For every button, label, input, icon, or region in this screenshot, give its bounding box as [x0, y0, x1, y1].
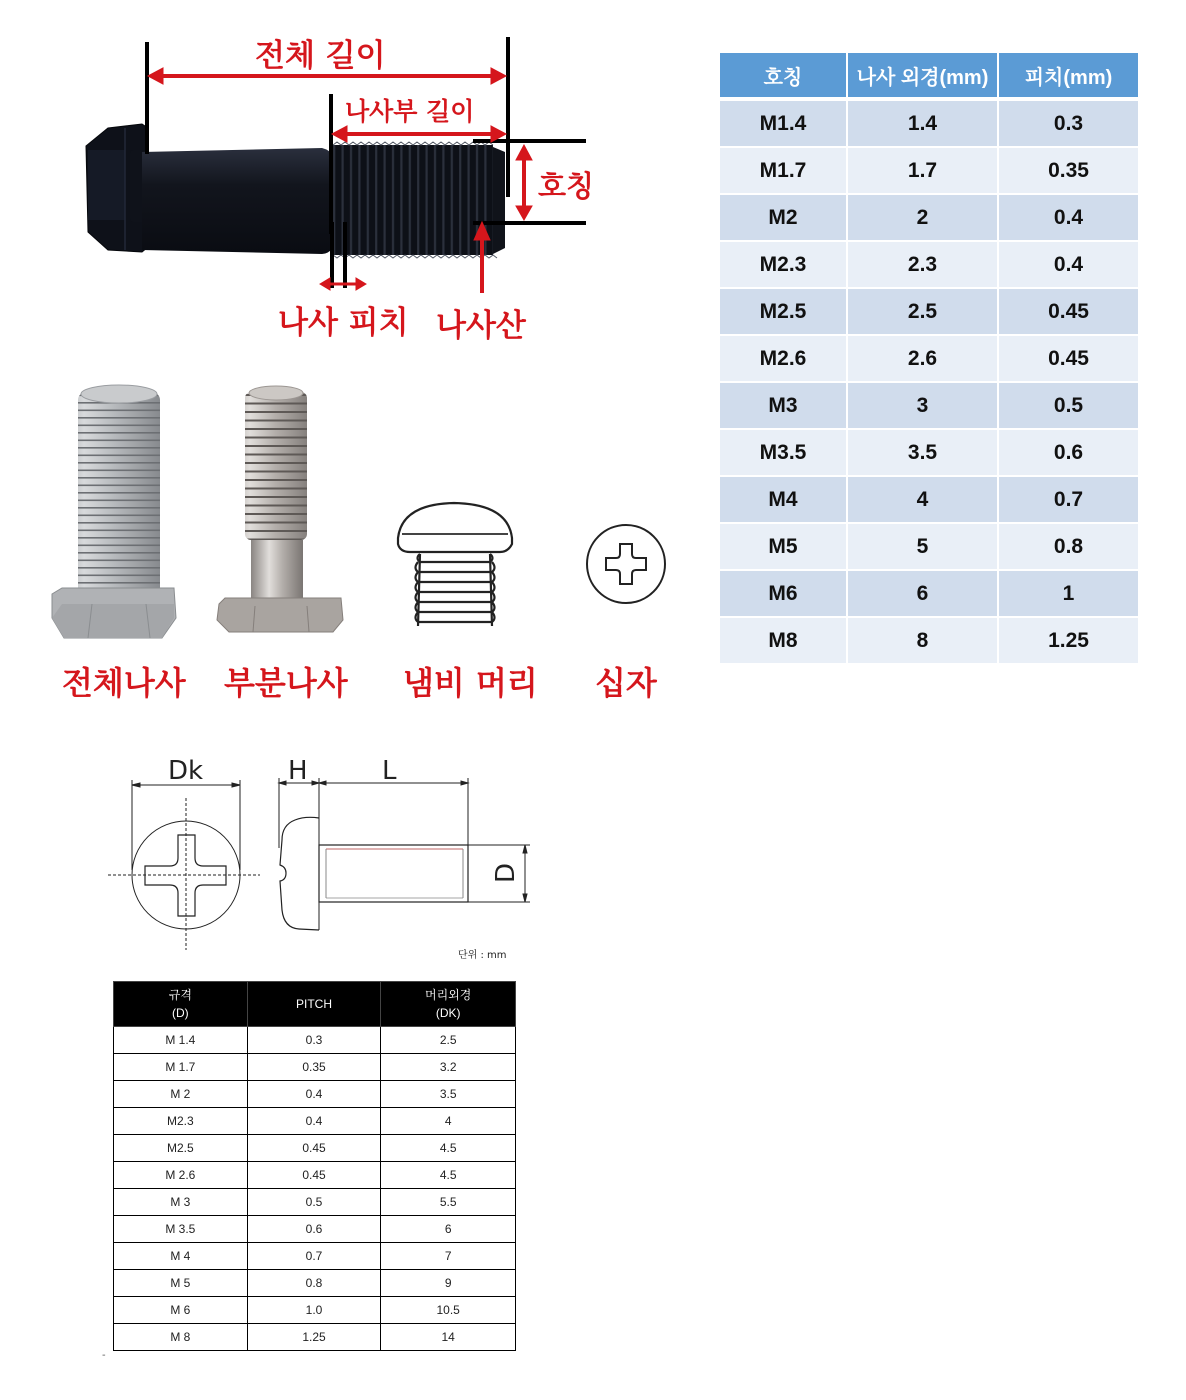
dk-cell: 3.5 [381, 1081, 516, 1108]
pitch-cell: 0.3 [998, 99, 1138, 147]
dim-l-label: L [382, 756, 397, 786]
total-length-label: 전체 길이 [255, 38, 386, 74]
table-row [114, 1270, 516, 1297]
nominal-cell: M2.3 [720, 241, 847, 288]
footer-mark: - [102, 1350, 106, 1361]
spec-cell: M 5 [114, 1270, 248, 1297]
table-row [114, 1189, 516, 1216]
pitch-cell: 0.4 [247, 1108, 381, 1135]
dim-dk-label: Dk [168, 756, 204, 786]
pitch-cell: 0.45 [247, 1162, 381, 1189]
partial-thread-bolt-icon [215, 380, 350, 640]
pan-head-phillips-drawing-icon [100, 750, 540, 970]
pitch-cell: 0.6 [998, 429, 1138, 476]
phillips-cross-icon [584, 522, 668, 606]
dk-cell: 6 [381, 1216, 516, 1243]
spec-cell: M 8 [114, 1324, 248, 1351]
diameter-cell: 2 [847, 194, 998, 241]
nominal-cell: M6 [720, 570, 847, 617]
pitch-cell: 0.45 [998, 335, 1138, 382]
nominal-cell: M5 [720, 523, 847, 570]
spec-cell: M2.5 [114, 1135, 248, 1162]
table-row [720, 99, 1138, 147]
spec-cell: M 2 [114, 1081, 248, 1108]
col-header-pitch: 피치(mm) [998, 53, 1138, 99]
table-row [720, 382, 1138, 429]
diameter-cell: 2.3 [847, 241, 998, 288]
spec-cell: M2.3 [114, 1108, 248, 1135]
diameter-cell: 1.4 [847, 99, 998, 147]
dk-cell: 3.2 [381, 1054, 516, 1081]
spec-cell: M 3 [114, 1189, 248, 1216]
diameter-cell: 8 [847, 617, 998, 664]
spec-cell: M 6 [114, 1297, 248, 1324]
table-row [114, 1054, 516, 1081]
table-row [720, 335, 1138, 382]
pitch-cell: 1.25 [998, 617, 1138, 664]
diameter-cell: 2.6 [847, 335, 998, 382]
col-header-head-diameter: 머리외경 (DK) [381, 982, 516, 1027]
pitch-cell: 1 [998, 570, 1138, 617]
full-thread-bolt-icon [48, 382, 178, 652]
pitch-cell: 0.8 [247, 1270, 381, 1297]
dk-cell: 14 [381, 1324, 516, 1351]
diameter-cell: 3.5 [847, 429, 998, 476]
dk-cell: 4.5 [381, 1162, 516, 1189]
nominal-size-label: 호칭 [538, 169, 595, 203]
nominal-cell: M3 [720, 382, 847, 429]
diameter-cell: 3 [847, 382, 998, 429]
pitch-cell: 0.35 [998, 147, 1138, 194]
pitch-cell: 0.35 [247, 1054, 381, 1081]
bolt-types-row [0, 370, 700, 710]
col-header-spec: 규격 (D) [114, 982, 248, 1027]
dk-cell: 5.5 [381, 1189, 516, 1216]
table-row [114, 1162, 516, 1189]
table-row [114, 1135, 516, 1162]
table-row [720, 194, 1138, 241]
screw-technical-drawing [100, 750, 540, 970]
diameter-cell: 5 [847, 523, 998, 570]
nominal-cell: M2 [720, 194, 847, 241]
nominal-cell: M8 [720, 617, 847, 664]
diameter-cell: 2.5 [847, 288, 998, 335]
bolt-anatomy-diagram [0, 0, 620, 350]
pan-head-label: 냄비 머리 [403, 664, 538, 702]
pitch-cell: 0.6 [247, 1216, 381, 1243]
thread-spec-table [720, 53, 1138, 665]
table-row [720, 476, 1138, 523]
diameter-cell: 4 [847, 476, 998, 523]
pitch-cell: 1.25 [247, 1324, 381, 1351]
pitch-cell: 0.45 [247, 1135, 381, 1162]
pan-head-screw-icon [390, 498, 520, 633]
spec-cell: M 1.7 [114, 1054, 248, 1081]
table-row [720, 241, 1138, 288]
pitch-cell: 1.0 [247, 1297, 381, 1324]
table-row [114, 1081, 516, 1108]
table-row [114, 1108, 516, 1135]
spec-cell: M 4 [114, 1243, 248, 1270]
table-row [720, 617, 1138, 664]
nominal-cell: M2.5 [720, 288, 847, 335]
pitch-cell: 0.4 [998, 194, 1138, 241]
dk-cell: 4 [381, 1108, 516, 1135]
spec-cell: M 1.4 [114, 1027, 248, 1054]
table-row [114, 1324, 516, 1351]
spec-cell: M 2.6 [114, 1162, 248, 1189]
pitch-cell: 0.7 [247, 1243, 381, 1270]
dk-cell: 7 [381, 1243, 516, 1270]
dk-table-header-row [114, 982, 516, 1027]
table-row [114, 1243, 516, 1270]
diameter-cell: 6 [847, 570, 998, 617]
table-row [114, 1297, 516, 1324]
spec-cell: M 3.5 [114, 1216, 248, 1243]
spec-table-header-row [720, 53, 1138, 99]
nominal-cell: M1.4 [720, 99, 847, 147]
table-row [720, 288, 1138, 335]
pitch-cell: 0.7 [998, 476, 1138, 523]
pitch-cell: 0.8 [998, 523, 1138, 570]
table-row [720, 523, 1138, 570]
col-header-pitch: PITCH [247, 982, 381, 1027]
nominal-cell: M2.6 [720, 335, 847, 382]
pitch-cell: 0.5 [998, 382, 1138, 429]
col-header-outer-diameter: 나사 외경(mm) [847, 53, 998, 99]
nominal-cell: M1.7 [720, 147, 847, 194]
pitch-cell: 0.45 [998, 288, 1138, 335]
nominal-cell: M4 [720, 476, 847, 523]
table-row [720, 147, 1138, 194]
pitch-cell: 0.4 [998, 241, 1138, 288]
dk-cell: 4.5 [381, 1135, 516, 1162]
table-row [720, 570, 1138, 617]
dk-cell: 9 [381, 1270, 516, 1297]
pitch-cell: 0.4 [247, 1081, 381, 1108]
dim-d-label: D [491, 862, 522, 884]
thread-crest-label: 나사산 [436, 308, 526, 344]
phillips-label: 십자 [595, 664, 657, 702]
table-row [114, 1027, 516, 1054]
dk-cell: 2.5 [381, 1027, 516, 1054]
nominal-cell: M3.5 [720, 429, 847, 476]
thread-pitch-label: 나사 피치 [278, 305, 409, 341]
col-header-nominal: 호칭 [720, 53, 847, 99]
table-row [114, 1216, 516, 1243]
head-diameter-table [113, 981, 516, 1351]
unit-note: 단위 : mm [458, 950, 507, 961]
dk-cell: 10.5 [381, 1297, 516, 1324]
thread-length-label: 나사부 길이 [345, 97, 475, 126]
dim-h-label: H [288, 756, 308, 786]
pitch-cell: 0.3 [247, 1027, 381, 1054]
diameter-cell: 1.7 [847, 147, 998, 194]
full-thread-label: 전체나사 [62, 664, 186, 702]
table-row [720, 429, 1138, 476]
pitch-cell: 0.5 [247, 1189, 381, 1216]
partial-thread-label: 부분나사 [224, 664, 348, 702]
